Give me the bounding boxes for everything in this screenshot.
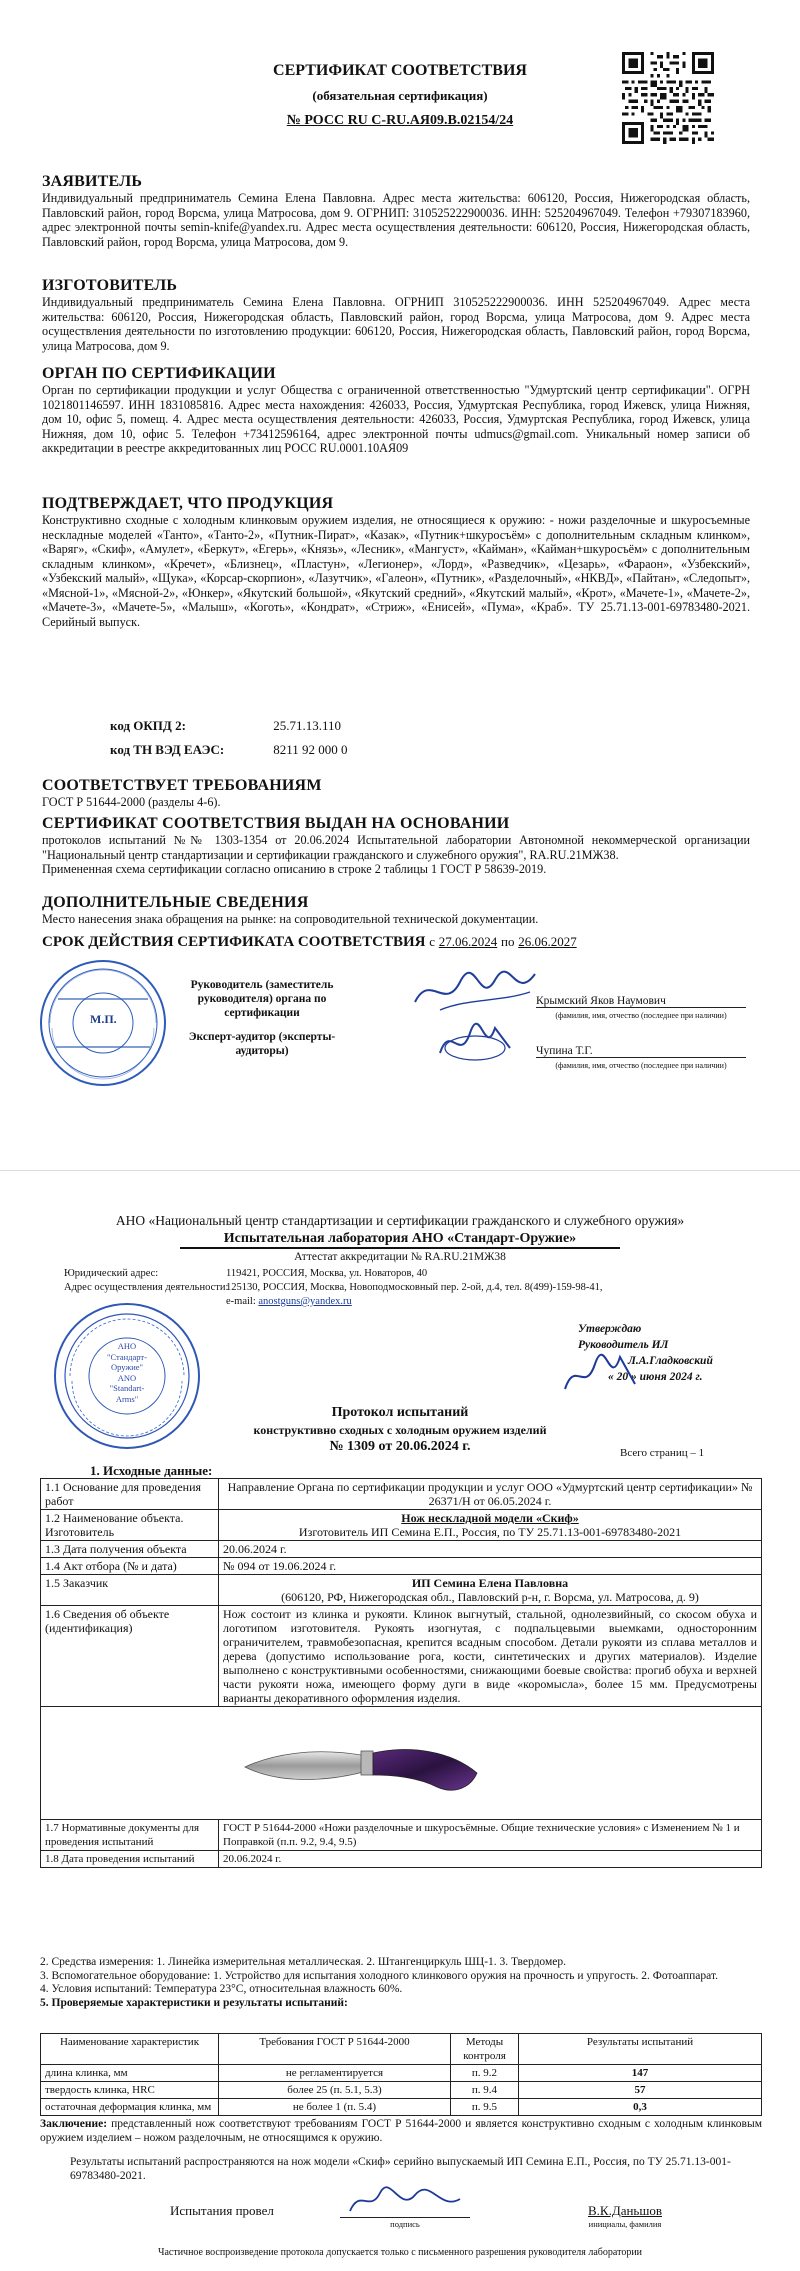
conclusion-text: представленный нож соответствуют требованиям ГОСТ Р 51644-2000 и является конструктивно сходным с холодным клинковым оружием изделием – ножом разделочным, не относящимся к оружию. (40, 2118, 762, 2144)
head-role: Руководитель (заместитель руководителя) органа по сертификации (190, 979, 334, 1019)
expert-name-note: (фамилия, имя, отчество (последнее при наличии) (555, 1061, 727, 1070)
approve-line: Руководитель ИЛ (578, 1339, 669, 1351)
row-value: 20.06.2024 г. (219, 1851, 762, 1868)
row-key: 1.4 Акт отбора (№ и дата) (41, 1558, 219, 1575)
validity-to-word: по (500, 934, 515, 949)
extra-heading: ДОПОЛНИТЕЛЬНЫЕ СВЕДЕНИЯ (42, 894, 309, 911)
aux-equipment: 3. Вспомогательное оборудование: 1. Устройство для испытания холодного клинкового оружия на прочность и упругость. 2. Фотоаппарат. (40, 1969, 719, 1982)
approve-line: Л.А.Гладковский (628, 1355, 713, 1367)
table-row (41, 1575, 762, 1606)
expert-signature-icon (430, 1018, 520, 1068)
validity-term (42, 934, 577, 951)
result-cell: длина клинка, мм (41, 2065, 219, 2082)
applicant-section (42, 172, 750, 249)
protocol-subtitle: конструктивно сходных с холодным оружием изделий (253, 1423, 547, 1437)
tester-sign-note: подпись (390, 2219, 420, 2229)
conclusion-block (40, 2117, 762, 2145)
result-cell: 0,3 (519, 2099, 762, 2116)
seal-word: "Стандарт- (107, 1351, 147, 1362)
row-value (219, 1575, 762, 1606)
tester-signature-line (340, 2217, 470, 2218)
row-value: № 094 от 19.06.2024 г. (219, 1558, 762, 1575)
tnved-code (110, 742, 348, 758)
tester-signature-icon (345, 2183, 465, 2219)
lab-email-label: e-mail: (226, 1296, 256, 1307)
row-value: 20.06.2024 г. (219, 1541, 762, 1558)
applicant-text: Индивидуальный предприниматель Семина Елена Павловна. Адрес места жительства: 606120, Россия, Нижегородская область, Павловский район, город Ворсма, улица Матросова, дом 9. ОГРНИП: 310525222900036. ИНН: 525204967049. Телефон +79307183960, адрес электронной почты semin-knife@yandex.ru. Адрес места осуществления деятельности: 606120, Россия, Нижегородская область, Павловский район, город Ворсма, улица Матросова, дом 9. (42, 191, 750, 249)
row-key: 1.3 Дата получения объекта (41, 1541, 219, 1558)
protocol-footer: Частичное воспроизведение протокола допускается только с письменного разрешения руководителя лаборатории (157, 2247, 643, 2258)
row-value: ГОСТ Р 51644-2000 «Ножи разделочные и шкуросъёмные. Общие технические условия» с Изменением № 1 и Поправкой (п.п. 9.2, 9.4, 9.5) (219, 1820, 762, 1851)
approve-line: « 20 » июня 2024 г. (608, 1371, 703, 1383)
results-header: Методы контроля (451, 2034, 519, 2065)
lab-email (226, 1296, 352, 1307)
requirements-section (42, 776, 750, 810)
test-conditions: 4. Условия испытаний: Температура 23°C, относительная влажность 60%. (40, 1983, 403, 1995)
mp-mark: М.П. (90, 1012, 117, 1026)
row-key: 1.7 Нормативные документы для проведения испытаний (41, 1820, 219, 1851)
table-row (41, 1606, 762, 1707)
product-name: Нож нескладной модели «Скиф» (401, 1511, 579, 1525)
certificate-title: СЕРТИФИКАТ СООТВЕТСТВИЯ (273, 62, 527, 79)
head-signature-icon (410, 962, 540, 1018)
result-cell: 57 (519, 2082, 762, 2099)
certificate-number: № РОСС RU С-RU.АЯ09.В.02154/24 (286, 113, 514, 128)
approve-line: Утверждаю (578, 1323, 642, 1335)
row-key: 1.5 Заказчик (41, 1575, 219, 1606)
legal-address: 119421, РОССИЯ, Москва, ул. Новаторов, 40 (226, 1268, 428, 1279)
table-row (41, 1479, 762, 1510)
extra-text: Место нанесения знака обращения на рынке: на сопроводительной технической документации. (42, 912, 539, 926)
lab-email-link[interactable]: anostguns@yandex.ru (258, 1296, 352, 1307)
applicant-heading: ЗАЯВИТЕЛЬ (42, 173, 143, 190)
conclusion-label: Заключение: (40, 2118, 108, 2130)
result-cell: п. 9.2 (451, 2065, 519, 2082)
row-key: 1.8 Дата проведения испытаний (41, 1851, 219, 1868)
basis-text: протоколов испытаний №№ 1303-1354 от 20.06.2024 Испытательной лаборатории Автономной некоммерческой организации "Национальный центр стандартизации и сертификации гражданского и служебного оружия", RA.RU.21МЖ38. (42, 833, 750, 862)
expert-name: Чупина Т.Г. (536, 1045, 746, 1058)
result-cell: п. 9.5 (451, 2099, 519, 2116)
checked-characteristics: 5. Проверяемые характеристики и результаты испытаний: (40, 1996, 348, 2009)
result-cell: 147 (519, 2065, 762, 2082)
table-row (41, 1541, 762, 1558)
row-value (219, 1510, 762, 1541)
customer-address: (606120, РФ, Нижегородская обл., Павловский р-н, г. Ворсма, ул. Матросова, д. 9) (281, 1590, 699, 1604)
results-header: Требования ГОСТ Р 51644-2000 (219, 2034, 451, 2065)
result-cell: не регламентируется (219, 2065, 451, 2082)
maker-section (42, 276, 750, 353)
customer-name: ИП Семина Елена Павловна (411, 1576, 569, 1590)
row-value: Направление Органа по сертификации продукции и услуг ООО «Удмуртский центр сертификации» № 26371/Н от 06.05.2024 г. (219, 1479, 762, 1510)
basis-scheme-text: Примененная схема сертификации согласно описанию в строке 2 таблицы 1 ГОСТ Р 58639-2019. (42, 862, 547, 876)
tester-name-note: инициалы, фамилия (588, 2219, 662, 2229)
confirms-heading: ПОДТВЕРЖДАЕТ, ЧТО ПРОДУКЦИЯ (42, 495, 334, 512)
protocol-org: АНО «Национальный центр стандартизации и сертификации гражданского и служебного оружия» (115, 1213, 685, 1228)
results-header-row (41, 2034, 762, 2065)
head-name: Крымский Яков Наумович (536, 995, 746, 1008)
initial-data-table (40, 1478, 762, 1868)
table-row (41, 1558, 762, 1575)
table-row (41, 2099, 762, 2116)
spread-text: Результаты испытаний распространяются на нож модели «Скиф» серийно выпускаемый ИП Семина Е.П., Россия, по ТУ 25.71.13-001-69783480-2021. (70, 2156, 731, 2182)
knife-photo-icon (241, 1715, 481, 1811)
organ-heading: ОРГАН ПО СЕРТИФИКАЦИИ (42, 365, 276, 382)
activity-address: 125130, РОССИЯ, Москва, Новоподмосковный пер. 2-ой, д.4, тел. 8(499)-159-98-41, (226, 1282, 603, 1293)
results-table (40, 2033, 762, 2116)
maker-text: Индивидуальный предприниматель Семина Елена Павловна. ОГРНИП 310525222900036. ИНН 525204967049. Адрес места жительства: 606120, Россия, Нижегородская область, Павловский район, город Ворсма, улица Матросова, дом 9. Адрес места осуществления деятельности по изготовлению продукции: 606120, Россия, Нижегородская область, Павловский район, город Ворсма, улица Матросова, дом 9. (42, 295, 750, 353)
activity-address-label: Адрес осуществления деятельности: (64, 1282, 229, 1293)
result-cell: не более 1 (п. 5.4) (219, 2099, 451, 2116)
legal-address-label: Юридический адрес: (64, 1268, 159, 1279)
result-cell: остаточная деформация клинка, мм (41, 2099, 219, 2116)
requirements-heading: СООТВЕТСТВУЕТ ТРЕБОВАНИЯМ (42, 777, 322, 794)
row-key: 1.1 Основание для проведения работ (41, 1479, 219, 1510)
row-value: Нож состоит из клинка и рукояти. Клинок выгнутый, стальной, однолезвийный, со скосом обуха и логотипом изготовителя. Рукоять изогнутая, с подпальцевыми выемками, односторонним ограничителем, травмобезопасная, крепится всадным способом. Детали рукояти из сплава металлов и дерева (допустимо использование рога, кости, синтетических и других материалов). Изделие выполнено с конструктивными особенностями, снижающими боевые свойства: прогиб обуха и верхней части рукояти ножа, имеющего форму дуги в виде «коромысла», более 15 мм. Предусмотрены варианты декоративного оформления изделия. (219, 1606, 762, 1707)
protocol-number: № 1309 от 20.06.2024 г. (329, 1439, 471, 1454)
knife-photo-row (41, 1707, 762, 1820)
row-key: 1.6 Сведения об объекте (идентификация) (41, 1606, 219, 1707)
tester-name: В.К.Даньшов (587, 2203, 662, 2218)
basis-heading: СЕРТИФИКАТ СООТВЕТСТВИЯ ВЫДАН НА ОСНОВАНИИ (42, 815, 510, 832)
table-row (41, 2082, 762, 2099)
seal-word: Оружие" (110, 1362, 144, 1372)
results-header: Результаты испытаний (519, 2034, 762, 2065)
confirms-text: Конструктивно сходные с холодным клинковым оружием изделия, не относящиеся к оружию: - ножи разделочные и шкуросъемные нескладные моделей «Танто», «Танто-2», «Путник-Пират», «Казак», «Путник+шкуросъём» с дополнительным складным клинком», «Варяг», «Скиф», «Амулет», «Беркут», «Егерь», «Князь», «Лесник», «Мангуст», «Кайман», «Кайман+шкуросъём» с дополнительным складным клинком», «Кречет», «Близнец», «Пластун», «Легионер», «Лорд», «Разведчик», «Цезарь», «Фараон», «Узбекский», «Узбекский малый», «Щука», «Корсар-скорпион», «Лазутчик», «Галеон», «Путник», «Разделочный», «НКВД», «Пайтан», «Следопыт», «Мясной-1», «Мясной-2», «Юнкер», «Якутский большой», «Якутский средний», «Якутский малый», «Крот», «Мачете-1», «Мачете-2», «Мачете-3», «Мачете-5», «Малыш», «Коготь», «Кондрат», «Стриж», «Енисей», «Пума», «Краб». ТУ 25.71.13-001-69783480-2021. Серийный выпуск. (42, 513, 750, 629)
row-key: 1.2 Наименование объекта. Изготовитель (41, 1510, 219, 1541)
result-cell: твердость клинка, HRC (41, 2082, 219, 2099)
table-row (41, 1851, 762, 1868)
seal-word: "Standart- (109, 1383, 145, 1393)
result-cell: более 25 (п. 5.1, 5.3) (219, 2082, 451, 2099)
organ-section (42, 364, 750, 456)
seal-word: ANO (117, 1372, 137, 1383)
protocol-lab: Испытательная лаборатория АНО «Стандарт-Оружие» (180, 1231, 620, 1249)
expert-role: Эксперт-аудитор (эксперты-аудиторы) (188, 1031, 336, 1057)
validity-from-word: с (429, 934, 435, 949)
confirms-section (42, 494, 750, 629)
okpd-code (110, 718, 341, 734)
validity-from: 27.06.2024 (438, 934, 498, 949)
result-cell: п. 9.4 (451, 2082, 519, 2099)
protocol-pages: Всего страниц – 1 (620, 1447, 705, 1459)
maker-heading: ИЗГОТОВИТЕЛЬ (42, 277, 178, 294)
product-maker: Изготовитель ИП Семина Е.П., Россия, по ТУ 25.71.13-001-69783480-2021 (298, 1525, 682, 1539)
approval-signature-icon (560, 1349, 640, 1399)
validity-heading: СРОК ДЕЙСТВИЯ СЕРТИФИКАТА СООТВЕТСТВИЯ (42, 934, 426, 950)
validity-to: 26.06.2027 (518, 934, 577, 949)
requirements-text: ГОСТ Р 51644-2000 (разделы 4-6). (42, 795, 221, 809)
basis-section (42, 814, 750, 877)
seal-word: Arms" (115, 1393, 139, 1404)
protocol-sections (40, 1956, 762, 2010)
table-row (41, 1510, 762, 1541)
table-row (41, 2065, 762, 2082)
protocol-page (0, 1170, 800, 2271)
tester-label: Испытания провел (170, 2203, 274, 2218)
organ-text: Орган по сертификации продукции и услуг Общества с ограниченной ответственностью "Удмуртский центр сертификации". ОГРН 1021801146597. ИНН 1831085816. Адрес места нахождения: 426033, Россия, Удмуртская Республика, город Ижевск, улица Нижняя, дом 10, офис 5, помещ. 4. Адрес места осуществления деятельности: 426033, Россия, Удмуртская Республика, город Ижевск, улица Нижняя, дом 10, офис 5. Телефон +73412596164, адрес электронной почты udmucs@gmail.com. Уникальный номер записи об аккредитации в реестре аккредитованных лиц РОСС RU.0001.10АЯ09 (42, 383, 750, 455)
extra-section (42, 893, 750, 927)
qr-code-icon (622, 52, 714, 144)
seal-word: АНО (117, 1341, 137, 1351)
knife-photo-cell (41, 1707, 762, 1820)
okpd-value: 25.71.13.110 (273, 718, 342, 733)
protocol-title: Протокол испытаний (331, 1405, 469, 1420)
table-row (41, 1820, 762, 1851)
section-initial-data: 1. Исходные данные: (90, 1463, 213, 1478)
tnved-value: 8211 92 000 0 (273, 742, 348, 757)
okpd-label: код ОКПД 2: (110, 718, 186, 733)
protocol-accreditation: Аттестат аккредитации № RA.RU.21МЖ38 (294, 1251, 506, 1263)
tnved-label: код ТН ВЭД ЕАЭС: (110, 742, 225, 757)
lab-seal-text (90, 1341, 164, 1404)
certificate-subtitle: (обязательная сертификация) (312, 88, 488, 103)
results-header: Наименование характеристик (41, 2034, 219, 2065)
head-name-note: (фамилия, имя, отчество (последнее при наличии) (555, 1011, 727, 1020)
measuring-tools: 2. Средства измерения: 1. Линейка измерительная металлическая. 2. Штангенциркуль ШЦ-1. 3. Твердомер. (40, 1956, 566, 1968)
